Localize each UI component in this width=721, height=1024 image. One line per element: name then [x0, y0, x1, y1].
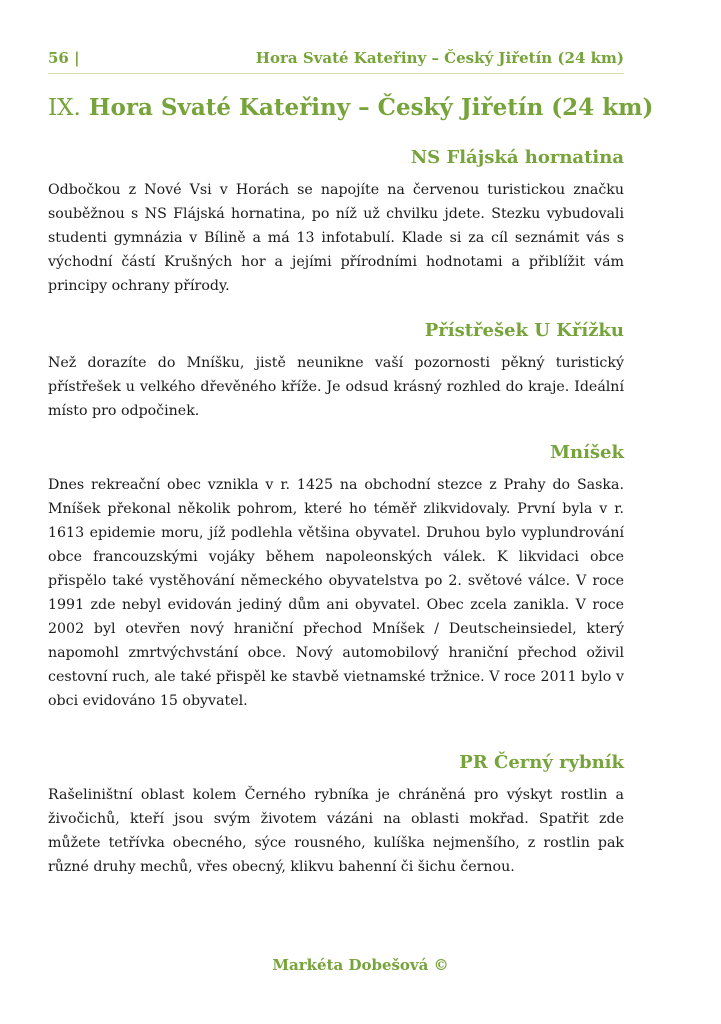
section-mnisek — [48, 442, 624, 713]
running-title: Hora Svaté Kateřiny – Český Jiřetín (24 km) — [255, 49, 624, 67]
section-heading: Mníšek — [550, 442, 624, 463]
section-text: Dnes rekreační obec vznikla v r. 1425 na obchodní stezce z Prahy do Saska. Mníšek překonal několik pohrom, které ho téměř zlikvidovaly. První byla v r. 1613 epidemie moru, jíž podlehla většina obyvatel. Druhou bylo vyplundrování obce francouzskými vojáky během napoleonských válek. K likvidaci obce přispělo také vystěhování německého obyvatelstva po 2. světové válce. V roce 1991 zde nebyl evidován jediný dům ani obyvatel. Obec zcela zanikla. V roce 2002 byl otevřen nový hraniční přechod Mníšek / Deutscheinsiedel, který napomohl zmrtvýchvstání obce. Nový automobilový hraniční přechod oživil cestovní ruch, ale také přispěl ke stavbě vietnamské tržnice. V roce 2011 bylo v obci evidováno 15 obyvatel. — [48, 477, 624, 709]
page-number: 56 | — [48, 49, 80, 67]
section-heading: PR Černý rybník — [459, 752, 624, 773]
section-pr-cerny-rybnik — [48, 752, 624, 879]
section-text: Odbočkou z Nové Vsi v Horách se napojíte na červenou turistickou značku souběžnou s NS Flájská hornatina, po níž už chvilku jdete. Stezku vybudovali studenti gymnázia v Bílině a má 13 infotabulí. Klade si za cíl seznámit vás s východní částí Krušných hor a jejími přírodními hodnotami a přiblížit vám principy ochrany přírody. — [48, 182, 624, 294]
section-heading: NS Flájská hornatina — [410, 147, 624, 168]
footer-author: Markéta Dobešová © — [272, 956, 449, 974]
section-text: Než dorazíte do Mníšku, jistě neunikne vaší pozornosti pěkný turistický přístřešek u velkého dřevěného kříže. Je odsud krásný rozhled do kraje. Ideální místo pro odpočinek. — [48, 355, 624, 419]
chapter-title-text: Hora Svaté Kateřiny – Český Jiřetín (24 km) — [88, 94, 654, 121]
section-ns-flajska-hornatina — [48, 147, 624, 298]
chapter-title — [48, 94, 654, 121]
running-header — [48, 49, 624, 74]
section-pristresek-u-krizku — [48, 320, 624, 423]
section-heading: Přístřešek U Křížku — [424, 320, 624, 341]
section-text: Rašeliništní oblast kolem Černého rybníka je chráněná pro výskyt rostlin a živočichů, kteří jsou svým životem vázáni na oblasti mokřad. Spatřit zde můžete tetřívka obecného, sýce rousného, kulíška nejmenšího, z rostlin pak různé druhy mechů, vřes obecný, klikvu bahenní či šichu černou. — [48, 787, 624, 875]
chapter-number: IX. — [48, 95, 81, 121]
